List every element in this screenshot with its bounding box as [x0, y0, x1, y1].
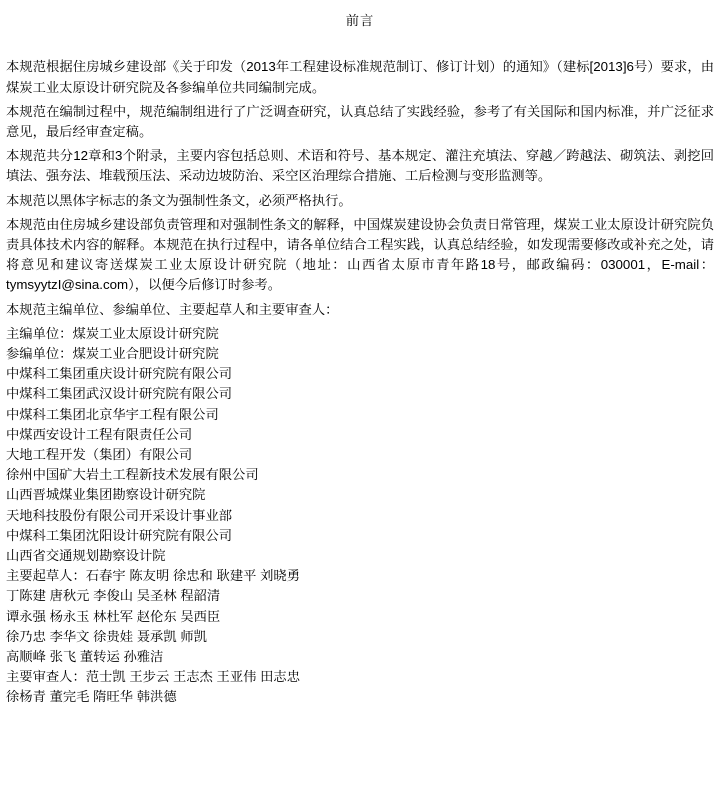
credit-line: 山西省交通规划勘察设计院: [6, 547, 166, 563]
paragraph: 本规范共分12章和3个附录，主要内容包括总则、术语和符号、基本规定、灌注充填法、穿越／跨越法、砌筑法、剥挖回填法、强夯法、堆载预压法、采动边坡防治、采空区治理综合措施、工后检测与变形监测等。: [6, 148, 714, 184]
preface-body: [6, 57, 714, 319]
credit-line: 徐杨青 董完毛 隋旺华 韩洪德: [6, 689, 177, 705]
credit-line: 谭永强 杨永玉 林杜军 赵伦东 吴西臣: [6, 608, 221, 624]
credit-line: 天地科技股份有限公司开采设计事业部: [6, 507, 233, 523]
credit-line: 丁陈建 唐秋元 李俊山 吴圣林 程韶清: [6, 588, 221, 604]
credits-list: [6, 324, 714, 708]
credit-line: 中煤科工集团沈阳设计研究院有限公司: [6, 527, 233, 543]
credit-line: 中煤西安设计工程有限责任公司: [6, 426, 193, 442]
paragraph: 本规范在编制过程中，规范编制组进行了广泛调查研究，认真总结了实践经验，参考了有关国际和国内标准，并广泛征求意见，最后经审查定稿。: [6, 103, 714, 139]
page-title: 前言: [345, 13, 375, 28]
paragraph: 本规范主编单位、参编单位、主要起草人和主要审查人：: [6, 301, 339, 317]
credit-line: 中煤科工集团北京华宇工程有限公司: [6, 406, 219, 422]
credit-line: 山西晋城煤业集团勘察设计研究院: [6, 487, 206, 503]
paragraph: 本规范由住房城乡建设部负责管理和对强制性条文的解释，中国煤炭建设协会负责日常管理，煤炭工业太原设计研究院负责具体技术内容的解释。本规范在执行过程中，请各单位结合工程实践，认真总结经验，如发现需要修改或补充之处，请将意见和建议寄送煤炭工业太原设计研究院（地址：山西省太原市青年路18号，邮政编码：030001，E-mail：tymsyytzI@sina.com），以便今后修订时参考。: [6, 216, 714, 293]
credit-line: 徐州中国矿大岩土工程新技术发展有限公司: [6, 467, 259, 483]
credit-line: 参编单位：煤炭工业合肥设计研究院: [6, 345, 219, 361]
credit-line: 高顺峰 张飞 董转运 孙雅洁: [6, 648, 164, 664]
credit-line: 中煤科工集团武汉设计研究院有限公司: [6, 386, 233, 402]
paragraph: 本规范根据住房城乡建设部《关于印发（2013年工程建设标准规范制订、修订计划）的通知》（建标[2013]6号）要求，由煤炭工业太原设计研究院及各参编单位共同编制完成。: [6, 59, 714, 95]
credit-line: 中煤科工集团重庆设计研究院有限公司: [6, 366, 233, 382]
credit-line: 大地工程开发（集团）有限公司: [6, 446, 193, 462]
credit-line: 主编单位：煤炭工业太原设计研究院: [6, 325, 219, 341]
paragraph: 本规范以黑体字标志的条文为强制性条文，必须严格执行。: [6, 192, 352, 208]
credit-line: 主要起草人：石春宇 陈友明 徐忠和 耿建平 刘晓勇: [6, 568, 301, 584]
credit-line: 主要审查人：范士凯 王步云 王志杰 王亚伟 田志忠: [6, 669, 301, 685]
credit-line: 徐乃忠 李华文 徐贵娃 聂承凯 师凯: [6, 628, 207, 644]
